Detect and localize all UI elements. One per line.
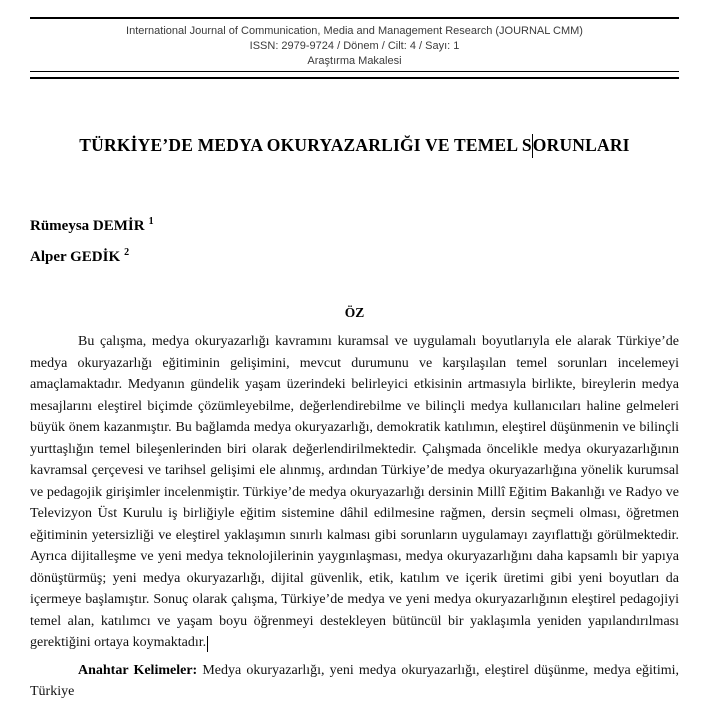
journal-name: International Journal of Communication, Media and Management Research (JOURNAL CMM) [126, 25, 583, 37]
text-cursor [207, 636, 208, 652]
journal-issn-volume-issue: ISSN: 2979-9724 / Dönem / Cilt: 4 / Sayı: 1 [249, 40, 460, 52]
journal-header [30, 17, 679, 72]
author-name-2 [30, 247, 679, 265]
page-title-text-after-caret: ORUNLARI [532, 135, 630, 155]
header-divider [30, 77, 679, 79]
abstract-paragraph [30, 331, 679, 654]
keywords-label: Anahtar Kelimeler: [78, 662, 198, 678]
keywords-text: Medya okuryazarlığı, yeni medya okuryazarlığı, eleştirel düşünme, medya eğitimi, Türkiye [30, 662, 679, 699]
author-1-name-text: Rümeysa DEMİR [30, 218, 145, 234]
text-cursor [532, 134, 533, 158]
author-2-affiliation-superscript: 2 [124, 247, 130, 258]
keywords-paragraph [30, 660, 679, 703]
author-1-affiliation-superscript: 1 [148, 216, 154, 227]
abstract-body-text: Bu çalışma, medya okuryazarlığı kavramını kuramsal ve uygulamalı boyutlarıyla ele alarak Türkiye’de medya okuryazarlığı eğitiminin gelişimini, mevcut durumunu ve karşılaşılan temel sorunları incelemeyi amaçlamaktadır. Medyanın gündelik yaşam üzerindeki belirleyici etkisinin artmasıyla birlikte, bireylerin medya mesajlarını eleştirel biçimde çözümleyebilme, değerlendirebilme ve bilinçli medya kullanıcıları haline gelmeleri büyük önem kazanmıştır. Bu bağlamda medya okuryazarlığı, demokratik katılımın, eleştirel düşünmenin ve bilinçli yurttaşlığın temel bileşenlerinden biri olarak değerlendirilmektedir. Çalışmada öncelikle medya okuryazarlığının kavramsal çerçevesi ve tarihsel gelişimi ele alınmış, ardından Türkiye’de medya okuryazarlığına yönelik kurumsal ve pedagojik girişimler incelenmiştir. Türkiye’de medya okuryazarlığı dersinin Millî Eğitim Bakanlığı ve Radyo ve Televizyon Üst Kurulu iş birliğiyle eğitim sistemine dâhil edilmesine rağmen, dersin seçmeli olması, öğretmen eğitiminin yetersizliği ve eleştirel yaklaşımın sınırlı kalması gibi sorunların uygulamayı zayıflattığı görülmektedir. Ayrıca dijitalleşme ve yeni medya teknolojilerinin yaygınlaşması, medya okuryazarlığını daha kapsamlı bir yapıya dönüştürmüş; yeni medya okuryazarlığı, dijital güvenlik, etik, katılım ve içerik üretimi gibi yeni boyutları da içermeye başlamıştır. Sonuç olarak çalışma, Türkiye’de medya ve yeni medya okuryazarlığının eleştirel pedagojiyi temel alan, katılımcı ve yaşam boyu öğrenmeyi destekleyen bütüncül bir yaklaşımla yeniden yapılandırılması gerektiğini ortaya koymaktadır. [30, 334, 679, 650]
author-list [30, 216, 679, 265]
author-name-1 [30, 216, 679, 234]
page-title [30, 131, 679, 156]
article-type-label: Araştırma Makalesi [307, 55, 402, 67]
abstract-heading: ÖZ [344, 305, 365, 320]
page-title-text-before-caret: TÜRKİYE’DE MEDYA OKURYAZARLIĞI VE TEMEL S [79, 135, 532, 155]
author-2-name-text: Alper GEDİK [30, 249, 121, 265]
